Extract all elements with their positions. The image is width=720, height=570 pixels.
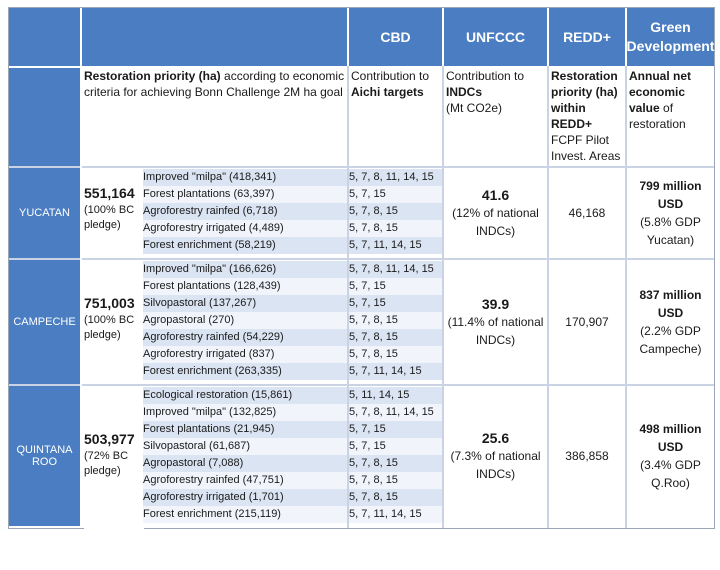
subheader-cbd — [351, 68, 442, 167]
activity-item: Agropastoral (270) — [143, 312, 347, 329]
activity-item: Silvopastoral (61,687) — [143, 438, 347, 455]
indc-value-campeche: 39.9 — [481, 296, 510, 312]
region-name-line2: ROO — [31, 456, 58, 468]
aichi-item: 5, 7, 11, 14, 15 — [349, 506, 442, 523]
header-green-line1: Green — [650, 19, 691, 35]
aichi-item: 5, 7, 15 — [349, 438, 442, 455]
subheader-green-line3 — [629, 100, 714, 116]
column-divider — [547, 66, 549, 528]
subheader-redd-line4: FCPF Pilot — [551, 133, 610, 147]
green-value-campeche-line2: USD — [657, 306, 684, 320]
subheader-redd — [551, 68, 625, 167]
green-gdp-quintana-roo-line2: Q.Roo) — [651, 476, 690, 490]
aichi-item: 5, 7, 11, 14, 15 — [349, 363, 442, 380]
aichi-item: 5, 7, 8, 15 — [349, 472, 442, 489]
indc-share-quintana-roo-line2: INDCs) — [475, 467, 516, 481]
subheader-green — [629, 68, 714, 167]
activity-item: Improved "milpa" (132,825) — [143, 404, 347, 421]
aichi-item: 5, 7, 15 — [349, 186, 442, 203]
aichi-item: 5, 7, 11, 14, 15 — [349, 237, 442, 254]
aichi-item: 5, 7, 8, 15 — [349, 489, 442, 506]
subheader-green-line1: Annual net — [629, 69, 691, 83]
aichi-item: 5, 7, 8, 11, 14, 15 — [349, 261, 442, 278]
total-value-yucatan: 551,164 — [84, 185, 135, 201]
green-gdp-yucatan-line1: (5.8% GDP — [640, 215, 701, 229]
activity-item: Agroforestry rainfed (47,751) — [143, 472, 347, 489]
green-quintana-roo — [627, 386, 714, 526]
pledge-quintana-roo-line1: (72% BC — [84, 450, 129, 462]
aichi-item: 5, 7, 15 — [349, 295, 442, 312]
column-divider — [80, 66, 82, 528]
activity-item: Improved "milpa" (418,341) — [143, 169, 347, 186]
redd-value-campeche: 170,907 — [565, 315, 609, 329]
green-value-yucatan-line2: USD — [657, 197, 684, 211]
column-divider — [347, 66, 349, 528]
total-value-campeche: 751,003 — [84, 295, 135, 311]
activity-item: Forest enrichment (215,119) — [143, 506, 347, 523]
aichi-quintana-roo — [349, 387, 442, 523]
pledge-campeche-line1: (100% BC — [84, 314, 135, 326]
header-redd: REDD+ — [549, 8, 625, 66]
subheader-green-line4: restoration — [629, 117, 686, 131]
indc-campeche — [444, 260, 547, 384]
aichi-campeche — [349, 261, 442, 380]
green-gdp-campeche-line2: Campeche) — [639, 342, 702, 356]
aichi-yucatan — [349, 169, 442, 254]
subheader-unfccc-line3: (Mt CO2e) — [446, 101, 503, 115]
green-yucatan — [627, 168, 714, 258]
region-label-quintana-roo — [9, 386, 80, 526]
header-unfccc: UNFCCC — [444, 8, 547, 66]
activity-item: Forest enrichment (58,219) — [143, 237, 347, 254]
green-value-quintana-roo-line1: 498 million — [639, 422, 702, 436]
aichi-item: 5, 7, 15 — [349, 421, 442, 438]
subheader-unfccc — [446, 68, 547, 167]
region-label-campeche: CAMPECHE — [9, 260, 80, 384]
indc-yucatan — [444, 168, 547, 258]
indc-share-yucatan-line2: INDCs) — [475, 224, 516, 238]
indc-share-quintana-roo-line1: (7.3% of national — [450, 449, 541, 463]
subheader-priority-bold: Restoration priority (ha) — [84, 69, 221, 83]
redd-yucatan — [549, 168, 625, 258]
aichi-item: 5, 11, 14, 15 — [349, 387, 442, 404]
header-blank — [82, 8, 347, 66]
aichi-item: 5, 7, 8, 15 — [349, 329, 442, 346]
green-gdp-campeche-line1: (2.2% GDP — [640, 324, 701, 338]
indc-share-yucatan-line1: (12% of national — [452, 206, 539, 220]
green-value-yucatan-line1: 799 million — [639, 179, 702, 193]
restoration-priority-table — [8, 7, 715, 529]
subheader-redd-line3: within REDD+ — [551, 101, 593, 131]
aichi-item: 5, 7, 15 — [349, 278, 442, 295]
activity-item: Ecological restoration (15,861) — [143, 387, 347, 404]
pledge-yucatan-line2: pledge) — [84, 219, 121, 231]
indc-value-yucatan: 41.6 — [481, 187, 510, 203]
subheader-redd-line1: Restoration — [551, 69, 618, 83]
aichi-item: 5, 7, 8, 11, 14, 15 — [349, 169, 442, 186]
activity-item: Forest plantations (128,439) — [143, 278, 347, 295]
indc-share-campeche-line1: (11.4% of national — [447, 315, 544, 329]
activity-item: Agroforestry rainfed (6,718) — [143, 203, 347, 220]
activity-item: Agroforestry rainfed (54,229) — [143, 329, 347, 346]
activity-item: Silvopastoral (137,267) — [143, 295, 347, 312]
redd-campeche — [549, 260, 625, 384]
activity-item: Agropastoral (7,088) — [143, 455, 347, 472]
subheader-cbd-line2: Aichi targets — [351, 85, 424, 99]
redd-value-quintana-roo: 386,858 — [565, 449, 609, 463]
subheader-priority — [84, 68, 347, 167]
green-value-campeche-line1: 837 million — [639, 288, 702, 302]
header-green-line2: Development — [626, 38, 715, 54]
total-value-quintana-roo: 503,977 — [84, 431, 135, 447]
total-quintana-roo — [84, 386, 144, 570]
green-campeche — [627, 260, 714, 384]
indc-share-campeche-line2: INDCs) — [475, 333, 516, 347]
subheader-cbd-line1: Contribution to — [351, 69, 430, 83]
pledge-quintana-roo-line2: pledge) — [84, 465, 121, 477]
aichi-item: 5, 7, 8, 15 — [349, 346, 442, 363]
pledge-yucatan-line1: (100% BC — [84, 204, 135, 216]
activity-item: Forest plantations (63,397) — [143, 186, 347, 203]
subheader-priority-text: according to economic criteria for achieving Bonn Challenge 2M ha goal — [84, 69, 345, 99]
header-corner — [9, 8, 80, 66]
subheader-green-of: of — [659, 101, 674, 115]
subheader-redd-line5: Invest. Areas — [551, 149, 621, 163]
activity-item: Forest enrichment (263,335) — [143, 363, 347, 380]
indc-value-quintana-roo: 25.6 — [481, 430, 510, 446]
activity-item: Agroforestry irrigated (1,701) — [143, 489, 347, 506]
pledge-campeche-line2: pledge) — [84, 329, 121, 341]
column-divider — [625, 66, 627, 528]
green-value-quintana-roo-line2: USD — [657, 440, 684, 454]
column-divider — [442, 66, 444, 528]
header-cbd: CBD — [349, 8, 442, 66]
redd-quintana-roo — [549, 386, 625, 526]
subheader-green-value: value — [629, 101, 660, 115]
activities-campeche — [143, 261, 347, 380]
aichi-item: 5, 7, 8, 11, 14, 15 — [349, 404, 442, 421]
subheader-corner — [9, 68, 80, 167]
activity-item: Agroforestry irrigated (4,489) — [143, 220, 347, 237]
activity-item: Improved "milpa" (166,626) — [143, 261, 347, 278]
subheader-redd-line2: priority (ha) — [551, 85, 618, 99]
green-gdp-quintana-roo-line1: (3.4% GDP — [640, 458, 701, 472]
green-gdp-yucatan-line2: Yucatan) — [646, 233, 695, 247]
activities-yucatan — [143, 169, 347, 254]
activity-item: Forest plantations (21,945) — [143, 421, 347, 438]
region-label-yucatan: YUCATAN — [9, 168, 80, 258]
subheader-green-line2: economic — [629, 85, 686, 99]
aichi-item: 5, 7, 8, 15 — [349, 455, 442, 472]
region-name-line1: QUINTANA — [16, 444, 73, 456]
subheader-unfccc-line2: INDCs — [446, 85, 483, 99]
header-green-development — [627, 8, 714, 66]
subheader-unfccc-line1: Contribution to — [446, 69, 525, 83]
indc-quintana-roo — [444, 386, 547, 526]
activity-item: Agroforestry irrigated (837) — [143, 346, 347, 363]
aichi-item: 5, 7, 8, 15 — [349, 312, 442, 329]
aichi-item: 5, 7, 8, 15 — [349, 220, 442, 237]
activities-quintana-roo — [143, 387, 347, 523]
aichi-item: 5, 7, 8, 15 — [349, 203, 442, 220]
redd-value-yucatan: 46,168 — [568, 206, 606, 220]
